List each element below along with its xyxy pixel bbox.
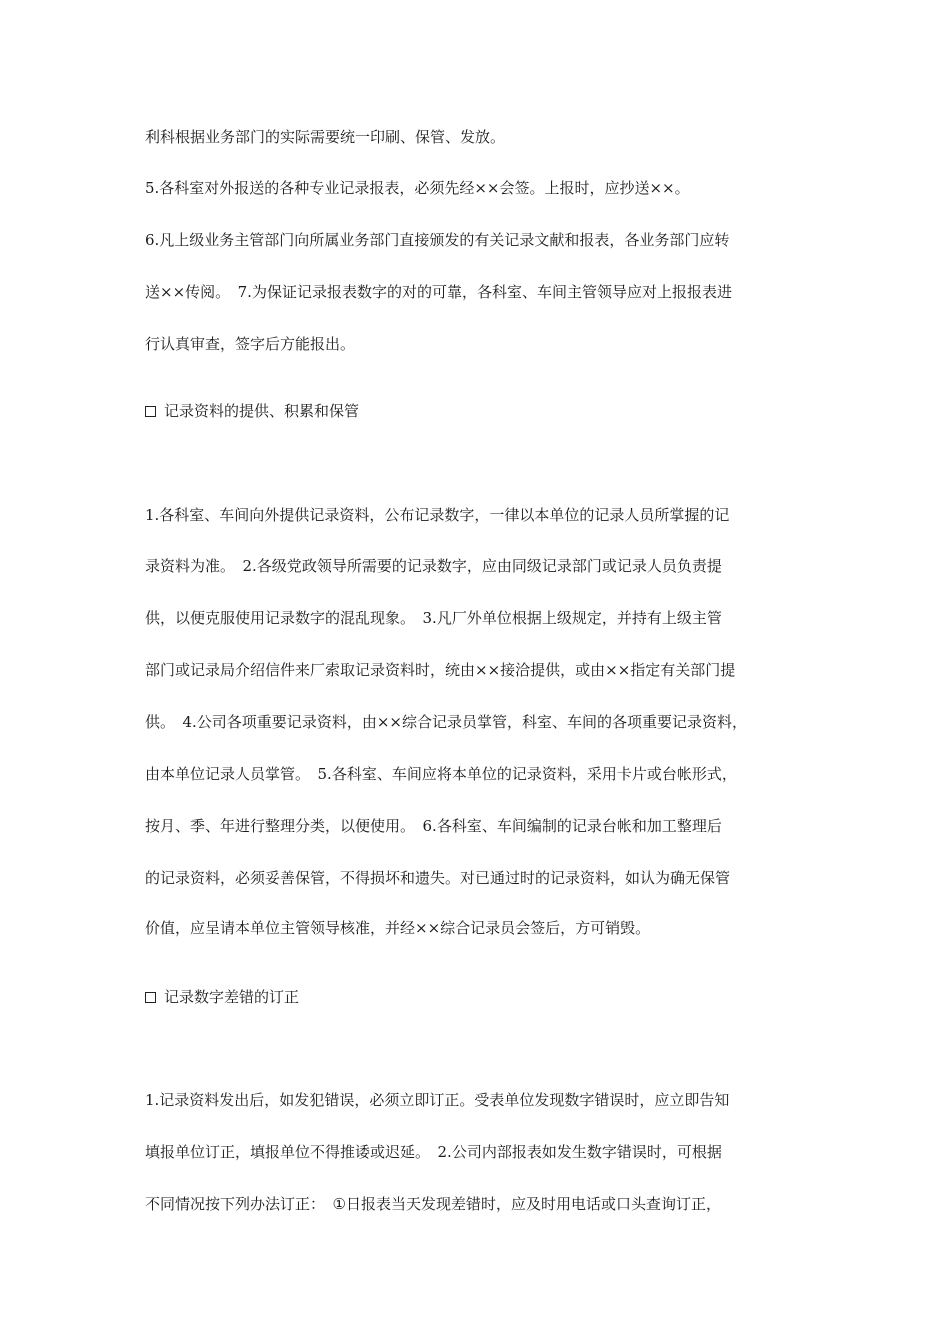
paragraph-segment: 不同情况按下列办法订正： xyxy=(145,1195,333,1213)
section-heading-text: 记录数字差错的订正 xyxy=(164,988,300,1006)
paragraph-line xyxy=(145,1194,825,1214)
section-heading-error-correction xyxy=(145,987,825,1007)
section-heading-text: 记录资料的提供、积累和保管 xyxy=(164,402,360,420)
paragraph-line: 填报单位订正，填报单位不得推诿或迟延。 2.公司内部报表如发生数字错误时，可根据 xyxy=(145,1143,722,1161)
paragraph-line: 录资料为准。 2.各级党政领导所需要的记录数字，应由同级记录部门或记录人员负责提 xyxy=(145,557,722,575)
paragraph-line: 供。 4.公司各项重要记录资料，由××综合记录员掌管，科室、车间的各项重要记录资料， xyxy=(145,713,747,731)
paragraph-line: 部门或记录局介绍信件来厂索取记录资料时，统由××接洽提供，或由××指定有关部门提 xyxy=(145,661,736,679)
paragraph-line: 1.记录资料发出后，如发犯错误，必须立即订正。受表单位发现数字错误时，应立即告知 xyxy=(145,1091,730,1109)
paragraph-line: 按月、季、年进行整理分类，以便使用。 6.各科室、车间编制的记录台帐和加工整理后 xyxy=(145,817,722,835)
paragraph-line: 价值，应呈请本单位主管领导核准，并经××综合记录员会签后，方可销毁。 xyxy=(145,919,651,937)
paragraph-line: 1.各科室、车间向外提供记录资料，公布记录数字，一律以本单位的记录人员所掌握的记 xyxy=(145,506,730,524)
paragraph-line: 由本单位记录人员掌管。 5.各科室、车间应将本单位的记录资料，采用卡片或台帐形式， xyxy=(145,765,737,783)
checkbox-square-icon xyxy=(145,992,156,1003)
paragraph-line: 送××传阅。 7.为保证记录报表数字的对的可靠，各科室、车间主管领导应对上报报表进 xyxy=(145,283,732,301)
paragraph-line: 行认真审查，签字后方能报出。 xyxy=(145,335,356,353)
paragraph-line: 利科根据业务部门的实际需要统一印刷、保管、发放。 xyxy=(145,128,506,146)
paragraph-line: 的记录资料，必须妥善保管，不得损坏和遗失。对已通过时的记录资料，如认为确无保管 xyxy=(145,869,731,887)
section-heading-data-provision xyxy=(145,401,825,421)
paragraph-line: 5.各科室对外报送的各种专业记录报表，必须先经××会签。上报时，应抄送××。 xyxy=(145,179,690,197)
paragraph-line: 供，以便克服使用记录数字的混乱现象。 3.凡厂外单位根据上级规定，并持有上级主管 xyxy=(145,609,722,627)
checkbox-square-icon xyxy=(145,406,156,417)
paragraph-line: 6.凡上级业务主管部门向所属业务部门直接颁发的有关记录文献和报表，各业务部门应转 xyxy=(145,231,730,249)
paragraph-segment-sans: ①日报表当天发现差错时，应及时用电话或口头查询订正， xyxy=(332,1195,721,1213)
